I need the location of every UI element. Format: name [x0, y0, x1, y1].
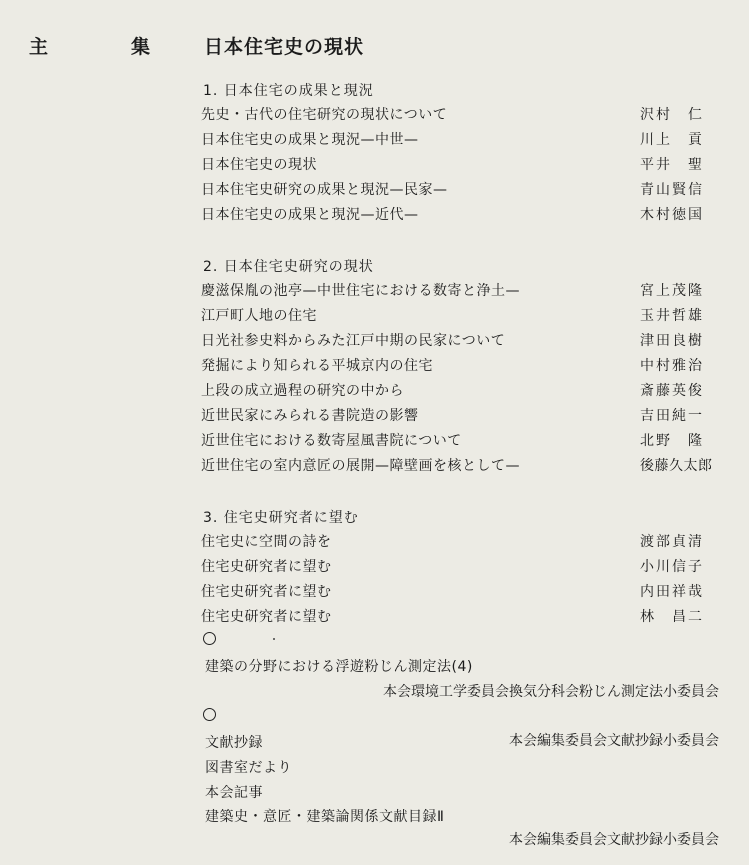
circle-bullet-icon	[203, 708, 216, 721]
article-author: 渡部貞清	[640, 534, 704, 550]
article-title[interactable]: 建築の分野における浮遊粉じん測定法(4)	[205, 659, 473, 675]
article-title[interactable]: 住宅史研究者に望む	[201, 609, 332, 625]
article-author: 青山賢信	[640, 182, 704, 198]
article-title[interactable]: 日光社参史料からみた江戸中期の民家について	[201, 333, 506, 349]
department-title[interactable]: 文献抄録	[205, 735, 263, 751]
article-title[interactable]: 日本住宅史の成果と現況—中世—	[201, 132, 419, 148]
article-author: 斎藤英俊	[640, 383, 704, 399]
article-title[interactable]: 近世民家にみられる書院造の影響	[201, 408, 419, 424]
article-author: 平井 聖	[640, 157, 704, 173]
article-author: 木村徳国	[640, 207, 704, 223]
article-author: 沢村 仁	[640, 107, 704, 123]
feature-label-right: 集	[131, 36, 151, 58]
article-title[interactable]: 江戸町人地の住宅	[201, 308, 317, 324]
department-title[interactable]: 図書室だより	[205, 760, 292, 776]
article-author: 林 昌二	[640, 609, 704, 625]
section-heading: 1. 日本住宅の成果と現況	[203, 83, 374, 99]
section-heading: 2. 日本住宅史研究の現状	[203, 259, 374, 275]
department-title[interactable]: 建築史・意匠・建築論関係文献目録Ⅱ	[205, 809, 445, 825]
stray-dot	[273, 638, 275, 640]
feature-label-left: 主	[29, 36, 51, 58]
feature-title: 日本住宅史の現状	[204, 36, 365, 58]
article-title[interactable]: 日本住宅史の成果と現況—近代—	[201, 207, 419, 223]
article-author: 吉田純一	[640, 408, 704, 424]
article-author: 内田祥哉	[640, 584, 704, 600]
department-author: 本会編集委員会文献抄録小委員会	[509, 733, 719, 749]
article-author: 津田良樹	[640, 333, 704, 349]
article-title[interactable]: 近世住宅における数寄屋風書院について	[201, 433, 462, 449]
article-author: 宮上茂隆	[640, 283, 704, 299]
article-title[interactable]: 日本住宅史の現状	[201, 157, 317, 173]
article-title[interactable]: 先史・古代の住宅研究の現状について	[201, 107, 448, 123]
article-title[interactable]: 上段の成立過程の研究の中から	[201, 383, 404, 399]
article-title[interactable]: 近世住宅の室内意匠の展開—障壁画を核として—	[201, 458, 520, 474]
article-title[interactable]: 発掘により知られる平城京内の住宅	[201, 358, 433, 374]
circle-bullet-icon	[203, 632, 216, 645]
article-title[interactable]: 日本住宅史研究の成果と現況—民家—	[201, 182, 448, 198]
article-author: 玉井哲雄	[640, 308, 704, 324]
article-author: 本会環境工学委員会換気分科会粉じん測定法小委員会	[383, 684, 719, 700]
article-author: 北野 隆	[640, 433, 704, 449]
article-author: 小川信子	[640, 559, 704, 575]
article-author: 後藤久太郎	[640, 458, 713, 474]
article-title[interactable]: 慶滋保胤の池亭—中世住宅における数寄と浄土—	[201, 283, 520, 299]
section-heading: 3. 住宅史研究者に望む	[203, 510, 359, 526]
article-title[interactable]: 住宅史研究者に望む	[201, 584, 332, 600]
article-title[interactable]: 住宅史研究者に望む	[201, 559, 332, 575]
department-author: 本会編集委員会文献抄録小委員会	[509, 832, 719, 848]
article-title[interactable]: 住宅史に空間の詩を	[201, 534, 332, 550]
article-author: 川上 貢	[640, 132, 704, 148]
department-title[interactable]: 本会記事	[205, 785, 263, 801]
article-author: 中村雅治	[640, 358, 704, 374]
